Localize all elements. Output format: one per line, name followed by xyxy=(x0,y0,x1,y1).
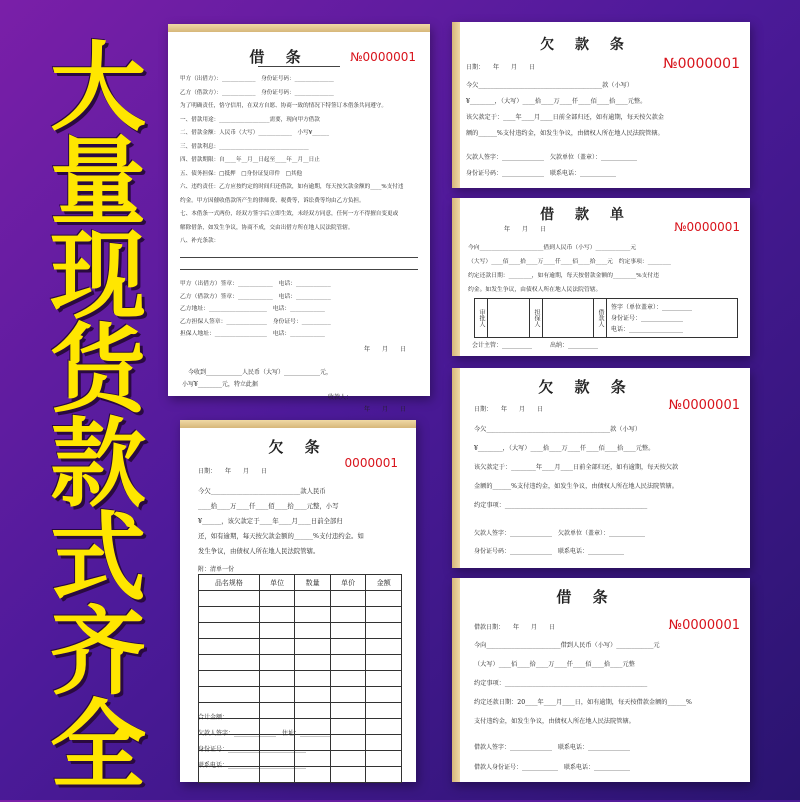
paper-binding xyxy=(168,24,430,32)
table-cell xyxy=(199,687,260,703)
loan-slip-form-c xyxy=(452,198,750,356)
paper-binding xyxy=(452,578,460,782)
id-number-line: 身份证号：______________ xyxy=(611,315,684,322)
table-cell xyxy=(330,767,366,783)
table-cell xyxy=(330,719,366,735)
table-cell xyxy=(199,639,260,655)
date-line: 借款日期： 年 月 日 xyxy=(474,624,556,631)
slogan-char: 式 xyxy=(50,502,146,614)
approver-cell: 审批人 xyxy=(475,299,488,337)
table-cell xyxy=(330,735,366,751)
table-cell xyxy=(199,623,260,639)
serial-number: №0000001 xyxy=(668,618,740,633)
table-row xyxy=(199,607,402,623)
table-cell xyxy=(295,703,331,719)
table-cell xyxy=(366,687,402,703)
table-row xyxy=(199,639,402,655)
table-cell xyxy=(330,655,366,671)
serial-number: 0000001 xyxy=(344,456,398,470)
table-cell xyxy=(259,687,295,703)
table-cell xyxy=(295,671,331,687)
form-text-line: 今欠________________________________________款（小写） xyxy=(474,426,642,433)
table-cell xyxy=(199,607,260,623)
table-cell xyxy=(330,591,366,607)
form-text-line: 一、借款用途：__________________需要，现向甲方借款 xyxy=(180,116,320,123)
table-row xyxy=(199,623,402,639)
table-cell xyxy=(330,751,366,767)
phone-line: 联系电话：__________________________ xyxy=(198,762,307,769)
table-cell xyxy=(366,671,402,687)
receipt-line: 今收到____________人民币（大写）____________元， xyxy=(188,369,333,376)
table-header: 数量 xyxy=(295,575,331,591)
serial-number: №0000001 xyxy=(674,220,740,234)
paper-binding xyxy=(452,368,460,568)
form-text-line: 金额的______%支付违约金，如发生争议，由债权人所在地人民法院管辖。 xyxy=(474,483,678,490)
table-cell xyxy=(259,703,295,719)
form-text-line: 约定事项：______________________________________________ xyxy=(474,502,648,509)
borrower-id-line: 借款人身份证号：____________ 联系电话：____________ xyxy=(474,764,631,771)
form-text-line: 甲方（出借方）：____________ 身份证号码：______________ xyxy=(180,76,334,82)
form-text-line: 乙方（借款方）签章：____________ 电话：____________ xyxy=(180,293,331,300)
approval-grid xyxy=(474,298,738,338)
table-row xyxy=(199,703,402,719)
form-text-line: 解除借条，如发生争议，协商不成，交由出借方所在地人民法院管辖。 xyxy=(180,224,354,231)
total-label: 合计金额： xyxy=(198,714,229,721)
table-cell xyxy=(330,623,366,639)
table-cell xyxy=(366,655,402,671)
table-cell xyxy=(366,767,402,783)
slogan-char: 现 xyxy=(50,220,146,332)
phone-line: 电话：__________________ xyxy=(611,326,684,333)
table-cell xyxy=(295,639,331,655)
date-line: 日期： 年 月 日 xyxy=(466,64,536,71)
form-text-line: 约定还款日期：20____年____月____日，如有逾期，每天按借款金额的______% xyxy=(474,699,692,706)
table-cell xyxy=(366,751,402,767)
table-cell xyxy=(366,639,402,655)
form-text-line: 发生争议，由债权人所在地人民法院管辖。 xyxy=(198,547,320,555)
form-text-line: ¥________，（大写）____拾____万____仟____佰____拾____元整。 xyxy=(466,98,647,105)
table-cell xyxy=(259,639,295,655)
table-cell xyxy=(330,607,366,623)
form-text-line: 乙方（借款方）：____________ 身份证号码：______________ xyxy=(180,89,334,96)
date-line: 日期： 年 月 日 xyxy=(198,468,268,475)
form-text-line: 四、借款期限：自____年__月__日起至____年__月__日止 xyxy=(180,157,320,163)
debtor-sign: 欠款人签字：______________ 欠款单位（盖章）：____________ xyxy=(466,154,638,161)
table-cell xyxy=(295,623,331,639)
table-cell xyxy=(259,623,295,639)
form-text-line: 甲方（出借方）签章：____________ 电话：____________ xyxy=(180,281,331,287)
form-title: 借 条 xyxy=(556,588,616,606)
id-phone-line: 身份证号码：______________ 联系电话：____________ xyxy=(474,548,625,555)
form-text-line: （大写）____佰____拾____万____仟____佰____拾____元 约定事项：________ xyxy=(468,259,671,265)
table-cell xyxy=(199,655,260,671)
table-header: 品名规格 xyxy=(199,575,260,591)
loan-note-form-a xyxy=(168,24,430,413)
form-text-line: 约定还款日期：________，如有逾期，每天按借款金额的________%支付违 xyxy=(468,273,660,279)
table-cell xyxy=(295,687,331,703)
table-cell xyxy=(295,655,331,671)
date-line-2: 年 月 日 xyxy=(364,406,407,413)
borrower-sign: 借款人签字：______________ 联系电话：______________ xyxy=(474,744,631,751)
form-text-line: 还，如有逾期，每天按欠款金额的______%支付违约金。如 xyxy=(198,532,364,540)
debt-note-form-b xyxy=(452,22,750,188)
date-line: 日期： 年 月 日 xyxy=(474,406,544,413)
form-text-line: 三、借款利息：________________________________ xyxy=(180,143,309,150)
table-cell xyxy=(330,639,366,655)
table-cell xyxy=(295,591,331,607)
table-cell xyxy=(366,719,402,735)
table-cell xyxy=(259,671,295,687)
serial-number: №0000001 xyxy=(668,398,740,413)
slogan-char: 款 xyxy=(50,408,146,520)
form-text-line: 今向______________________借到人民币（小写）____________元 xyxy=(468,245,637,251)
paper-binding xyxy=(180,420,416,428)
form-title: 借 条 xyxy=(249,48,309,66)
form-text-line: 今向________________________借到人民币（小写）____________元 xyxy=(474,642,660,649)
sign-seal-line: 签字（单位盖章）：__________ xyxy=(611,304,693,311)
form-text-line: （大写）____佰____拾____万____仟____佰____拾____元整 xyxy=(474,661,635,668)
serial-number: №0000001 xyxy=(663,56,740,72)
form-text-line: 该欠款定于：____年____月____日前全部归还，如有逾期，每天按欠款金 xyxy=(466,114,664,121)
form-text-line: 六、违约责任：乙方应按约定的时间归还借款，如有逾期，每天按欠款金额的____%支付违 xyxy=(180,184,404,190)
table-cell xyxy=(366,623,402,639)
slogan-char: 量 xyxy=(50,126,146,238)
debt-note-form-d xyxy=(452,368,750,568)
form-text-line: ____拾____万____仟____佰____拾____元整，小写 xyxy=(198,502,339,510)
form-text-line: ¥________，（大写）____拾____万____仟____佰____拾____元整。 xyxy=(474,445,655,452)
table-cell xyxy=(259,607,295,623)
table-row xyxy=(199,655,402,671)
table-cell xyxy=(366,591,402,607)
receiver-label: 收款人： xyxy=(328,394,353,401)
slogan-char: 全 xyxy=(50,690,146,802)
form-text-line: 约金。甲方因催收借款所产生的律师费、税费等，诉讼费等均由乙方负担。 xyxy=(180,197,365,204)
id-line: 身份证号：__________________________ xyxy=(198,746,307,753)
borrower-cell: 借款人 xyxy=(593,299,607,337)
id-phone-line: 身份证号码：______________ 联系电话：____________ xyxy=(466,170,617,177)
table-cell xyxy=(199,671,260,687)
slogan-char: 大 xyxy=(50,32,146,144)
form-text-line: 额的______%支付违约金，如发生争议，由债权人所在地人民法院管辖。 xyxy=(466,130,664,137)
table-cell xyxy=(259,591,295,607)
form-text-line: 今欠________________________________________款（小写） xyxy=(466,82,634,89)
form-text-line: 支付违约金，如发生争议，由债权人所在地人民法院管辖。 xyxy=(474,718,635,725)
form-text-line: 八、补充条款： xyxy=(180,238,220,244)
debtor-sign: 欠款人签字：______________ 欠款单位（盖章）：____________ xyxy=(474,530,646,537)
form-text-line: 今欠____________________________款人民币 xyxy=(198,487,326,495)
iou-form-f xyxy=(180,420,416,782)
table-cell xyxy=(330,687,366,703)
form-text-line: 七、本借条一式两份，经双方签字后立即生效，未经双方同意，任何一方不得擅自变更或 xyxy=(180,211,399,217)
table-row xyxy=(199,591,402,607)
table-cell xyxy=(330,671,366,687)
form-text-line: 二、借款金额：人民币（大写）____________ 小写¥______ xyxy=(180,130,329,136)
table-header: 单位 xyxy=(259,575,295,591)
form-title: 欠 条 xyxy=(268,438,328,456)
attachment-label: 附：清单一份 xyxy=(198,566,235,573)
slogan-char: 货 xyxy=(50,314,146,426)
debtor-sign: 欠款人签字：______________ 住址：__________ xyxy=(198,730,331,737)
table-cell xyxy=(366,703,402,719)
table-header: 单价 xyxy=(330,575,366,591)
form-title: 欠 款 条 xyxy=(538,378,634,396)
form-text-line: 乙方地址：____________________ 电话：____________ xyxy=(180,306,325,312)
accounting-line: 会计主管：__________ 出纳：__________ xyxy=(472,342,599,349)
table-cell xyxy=(259,655,295,671)
table-cell xyxy=(366,607,402,623)
table-row xyxy=(199,687,402,703)
guarantor-cell: 担保人 xyxy=(529,299,543,337)
date-line: 年 月 日 xyxy=(364,346,407,353)
date-line: 年 月 日 xyxy=(504,226,547,233)
form-text-line: 该欠款定于：________年____月____日前全部归还，如有逾期，每天按欠款 xyxy=(474,464,679,471)
table-cell xyxy=(295,607,331,623)
serial-number: №0000001 xyxy=(350,50,416,64)
form-text-line: 五、债务担保：□抵押 □身份证复印件 □其他 xyxy=(180,170,303,177)
form-text-line: 担保人地址：__________________ 电话：____________ xyxy=(180,331,325,337)
loan-note-form-e xyxy=(452,578,750,782)
form-title: 欠 款 条 xyxy=(540,37,632,53)
slogan-char: 齐 xyxy=(50,596,146,708)
receipt-line-2: 小写¥________元，特立此据 xyxy=(182,381,258,388)
table-cell xyxy=(199,591,260,607)
form-text-line: 约金。如发生争议，由债权人所在地人民法院管辖。 xyxy=(468,287,602,293)
table-cell xyxy=(366,735,402,751)
form-title: 借 款 单 xyxy=(540,207,632,223)
form-text-line: 为了明确责任，恪守信用，在双方自愿、协商一致的情况下特签订本借条共同遵守。 xyxy=(180,103,387,109)
form-text-line: 乙方担保人签章：______________ 身份证号：__________ xyxy=(180,318,331,325)
form-text-line: ¥______，该欠款定于____年____月____日前全部归 xyxy=(198,517,343,525)
table-row xyxy=(199,671,402,687)
form-text-line: 约定事项：______________________________________________ xyxy=(474,680,648,687)
table-header: 金额 xyxy=(366,575,402,591)
table-cell xyxy=(330,703,366,719)
